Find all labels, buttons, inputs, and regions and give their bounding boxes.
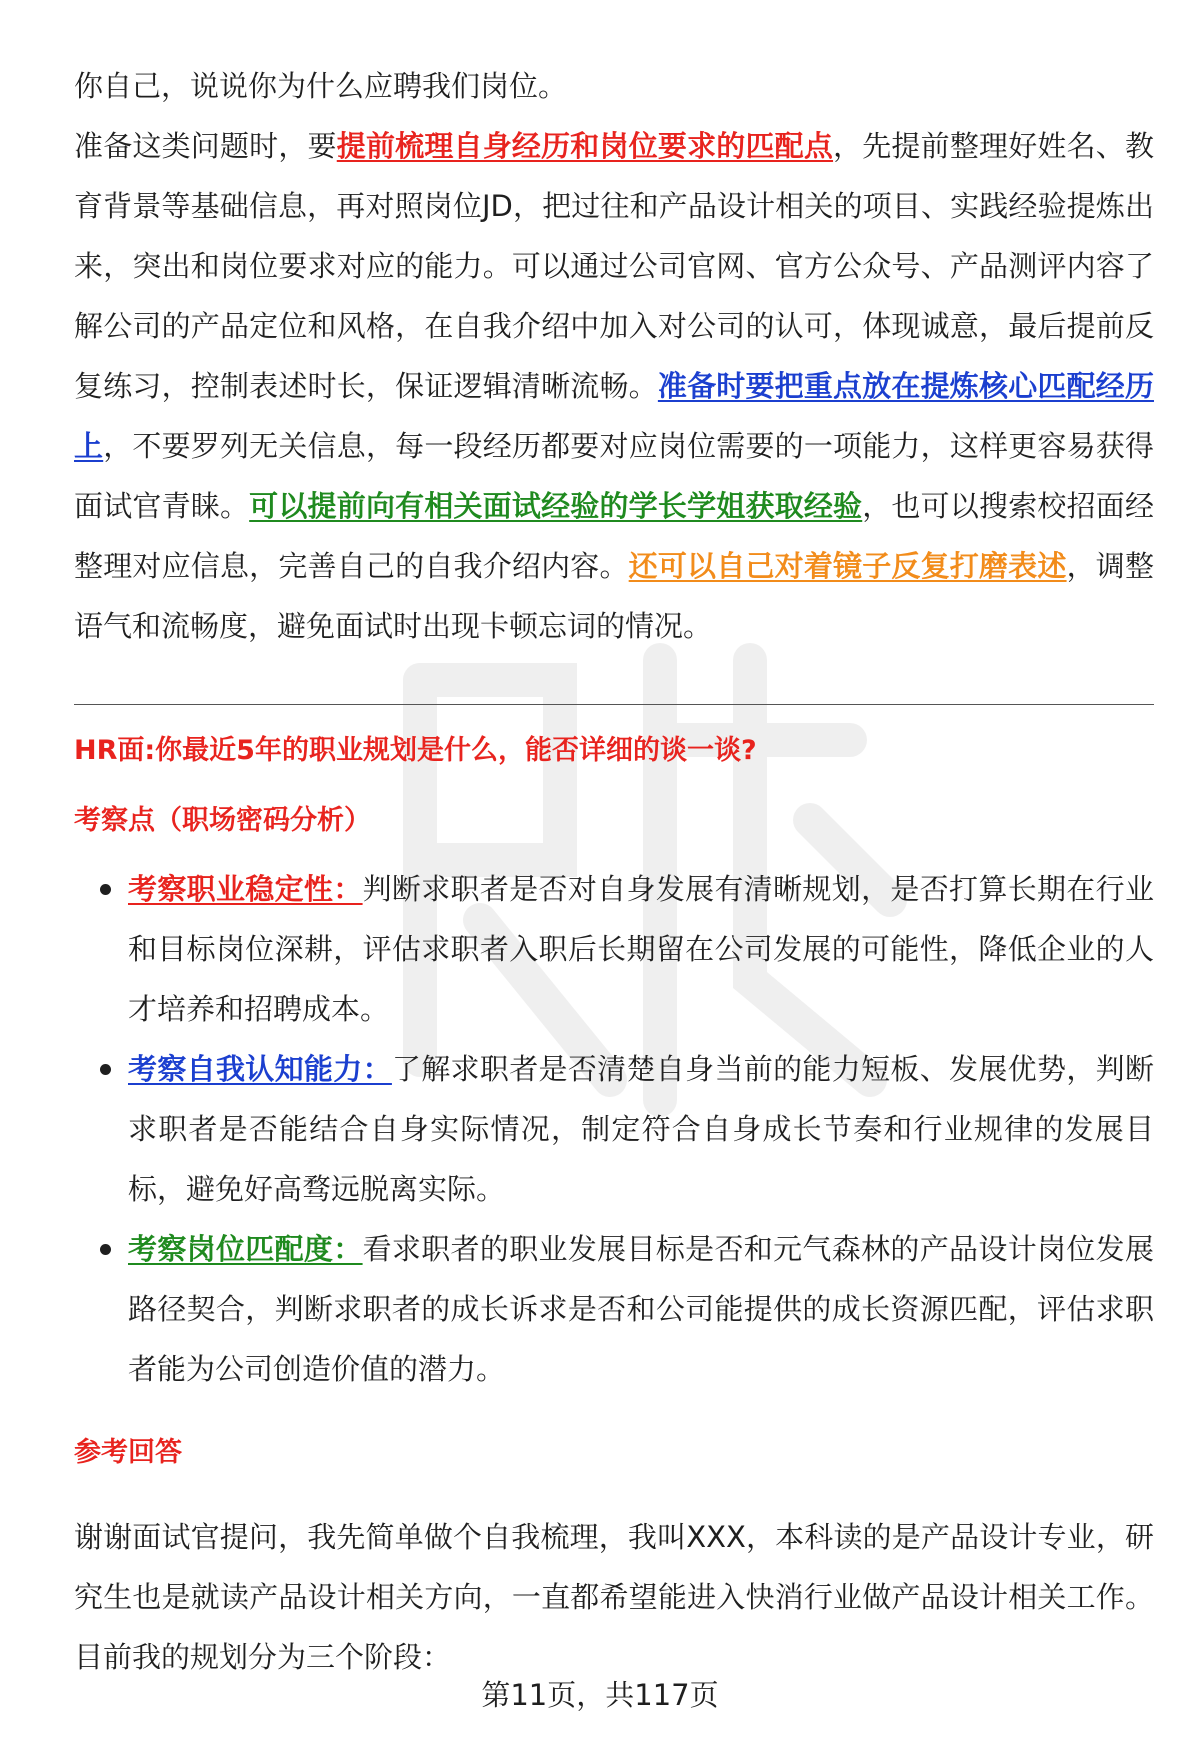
page-number-footer: 第11页，共117页 <box>481 1678 719 1712</box>
intro-line: 你自己，说说你为什么应聘我们岗位。 <box>74 69 568 103</box>
point-text: 了解求职者是否清楚自身当前的能力短板、发展优势，判断求职者是否能结合自身实际情况，制定符合自身成长节奏和行业规律的发展目标，避免好高骛远脱离实际。 <box>128 1052 1154 1206</box>
analysis-title: 考察点（职场密码分析） <box>74 805 371 836</box>
intro-text: ，先提前整理好姓名、教育背景等基础信息，再对照岗位JD，把过往和产品设计相关的项目、实践经验提炼出来，突出和岗位要求对应的能力。可以通过公司官网、官方公众号、产品测评内容了解公司的产品定位和风格，在自我介绍中加入对公司的认可，体现诚意，最后提前反复练习，控制表述时长，保证逻辑清晰流畅。 <box>74 129 1154 403</box>
reference-answer-title: 参考回答 <box>74 1437 182 1468</box>
point-label: 考察自我认知能力： <box>128 1052 392 1086</box>
analysis-points-list <box>74 859 1154 1399</box>
list-item <box>74 1039 1154 1219</box>
section-divider <box>74 704 1154 705</box>
highlight-orange: 还可以自己对着镜子反复打磨表述 <box>628 549 1067 583</box>
list-item <box>74 859 1154 1039</box>
intro-paragraph <box>74 56 1154 656</box>
document-page <box>74 56 1154 1687</box>
point-label: 考察职业稳定性： <box>128 872 363 906</box>
reference-answer-text: 谢谢面试官提问，我先简单做个自我梳理，我叫XXX，本科读的是产品设计专业，研究生也是就读产品设计相关方向，一直都希望能进入快消行业做产品设计相关工作。目前我的规划分为三个阶段： <box>74 1520 1154 1674</box>
bullet-icon <box>100 884 111 895</box>
bullet-icon <box>100 1244 111 1255</box>
point-text: 判断求职者是否对自身发展有清晰规划，是否打算长期在行业和目标岗位深耕，评估求职者入职后长期留在公司发展的可能性，降低企业的人才培养和招聘成本。 <box>128 872 1154 1026</box>
intro-text: ，调整语气和流畅度，避免面试时出现卡顿忘词的情况。 <box>74 549 1154 643</box>
highlight-green: 可以提前向有相关面试经验的学长学姐获取经验 <box>249 489 863 523</box>
bullet-icon <box>100 1064 111 1075</box>
interview-question: HR面:你最近5年的职业规划是什么，能否详细的谈一谈? <box>74 735 757 766</box>
intro-text: 准备这类问题时，要 <box>74 129 337 163</box>
list-item <box>74 1219 1154 1399</box>
point-label: 考察岗位匹配度： <box>128 1232 363 1266</box>
highlight-blue: 准备时要把重点放在提炼核心匹配经历上 <box>74 369 1154 463</box>
intro-text: ，不要罗列无关信息，每一段经历都要对应岗位需要的一项能力，这样更容易获得面试官青睐。 <box>74 429 1154 523</box>
intro-text: ，也可以搜索校招面经整理对应信息，完善自己的自我介绍内容。 <box>74 489 1154 583</box>
highlight-red: 提前梳理自身经历和岗位要求的匹配点 <box>336 129 834 163</box>
point-text: 看求职者的职业发展目标是否和元气森林的产品设计岗位发展路径契合，判断求职者的成长诉求是否和公司能提供的成长资源匹配，评估求职者能为公司创造价值的潜力。 <box>128 1232 1154 1386</box>
